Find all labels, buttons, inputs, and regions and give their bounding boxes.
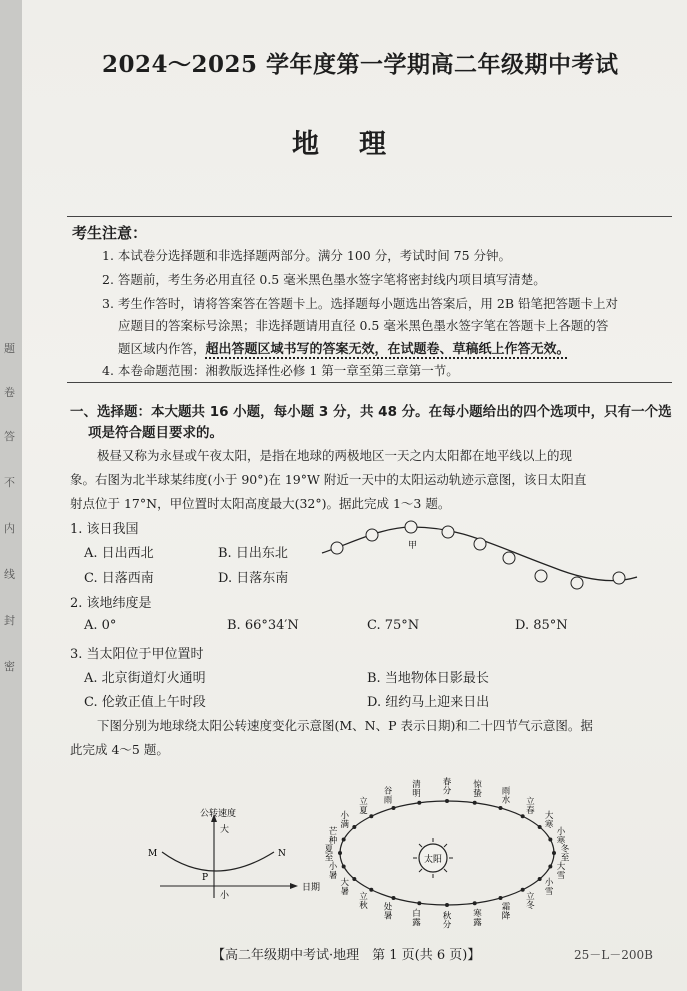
solar-term-dot <box>342 864 346 868</box>
solar-term-label: 小暑 <box>328 861 338 881</box>
option-a[interactable]: A. 北京街道灯火通明 <box>84 671 206 686</box>
solar-term-dot <box>552 851 556 855</box>
sun-position <box>535 570 547 582</box>
subject-title: 地理 <box>292 129 426 160</box>
solar-term-dot <box>417 801 421 805</box>
exam-title: 2024～2025 学年度第一学期高二年级期中考试 <box>102 51 619 78</box>
solar-term-label: 立秋 <box>359 891 368 911</box>
solar-term-dot <box>417 901 421 905</box>
x-axis-label: 日期 <box>302 883 321 893</box>
solar-term-label: 春分 <box>442 777 452 797</box>
notice-item: 3. 考生作答时，请将答案答在答题卡上。选择题每小题选出答案后，用 2B 铅笔把答题卡上对 <box>102 296 618 311</box>
notice-heading: 考生注意： <box>72 224 148 242</box>
solar-term-dot <box>521 814 525 818</box>
divider <box>67 216 672 217</box>
solar-term-label: 大雪 <box>556 861 566 881</box>
solar-term-label: 立春 <box>526 797 535 817</box>
high-label: 大 <box>220 825 230 835</box>
sun-label: 太阳 <box>424 855 443 865</box>
y-axis-label: 公转速度 <box>200 809 237 819</box>
solar-term-dot <box>352 877 356 881</box>
passage-line: 射点位于 17°N，甲位置时太阳高度最大(32°)。据此完成 1～3 题。 <box>70 496 451 511</box>
solar-term-label: 小寒 <box>556 827 566 847</box>
passage-line: 象。右图为北半球某纬度(小于 90°)在 19°W 附近一天中的太阳运动轨迹示意图，该日太阳直 <box>70 472 587 487</box>
solar-term-dot <box>473 801 477 805</box>
solar-term-label: 大寒 <box>544 811 554 830</box>
solar-term-label: 小满 <box>340 811 350 830</box>
solar-term-dot <box>352 825 356 829</box>
option-b[interactable]: B. 66°34′N <box>227 618 299 633</box>
solar-term-dot <box>392 806 396 810</box>
solar-term-markers <box>325 777 570 931</box>
solar-term-label: 寒露 <box>473 909 482 929</box>
solar-term-dot <box>499 896 503 900</box>
notice-item: 应题目的答案标号涂黑；非选择题请用直径 0.5 毫米黑色墨水签字笔在答题卡上各题的答 <box>118 318 609 333</box>
solar-term-dot <box>392 896 396 900</box>
question-stem: 1. 该日我国 <box>70 522 139 537</box>
passage-line: 此完成 4～5 题。 <box>70 742 169 757</box>
solar-term-label: 清明 <box>412 779 421 799</box>
notice-item: 1. 本试卷分选择题和非选择题两部分。满分 100 分，考试时间 75 分钟。 <box>102 248 512 263</box>
date-p-label: P <box>202 873 209 883</box>
option-d[interactable]: D. 日落东南 <box>218 571 289 586</box>
option-d[interactable]: D. 纽约马上迎来日出 <box>367 695 490 710</box>
solar-term-dot <box>338 851 342 855</box>
binding-mark: 内 <box>4 522 15 535</box>
option-b[interactable]: B. 日出东北 <box>218 546 288 561</box>
notice-item-prefix <box>118 338 570 357</box>
solar-term-label: 惊蛰 <box>473 779 482 799</box>
notice-item: 题区域内作答， <box>118 341 206 356</box>
sun-position <box>571 577 583 589</box>
binding-mark: 题 <box>4 342 15 355</box>
solar-term-label: 雨水 <box>501 786 511 806</box>
divider <box>67 382 672 383</box>
page-footer: 【高二年级期中考试·地理 第 1 页(共 6 页)】 <box>212 948 481 963</box>
solar-terms-diagram <box>310 758 580 936</box>
low-label: 小 <box>220 891 230 901</box>
orbital-speed-diagram <box>140 806 330 906</box>
position-label-jia: 甲 <box>408 541 418 551</box>
binding-mark: 封 <box>4 614 15 627</box>
binding-strip <box>0 0 23 991</box>
solar-term-dot <box>521 888 525 892</box>
passage-line: 下图分别为地球绕太阳公转速度变化示意图(M、N、P 表示日期)和二十四节气示意图。据 <box>97 718 593 733</box>
binding-mark: 卷 <box>4 386 15 399</box>
option-c[interactable]: C. 伦敦正值上午时段 <box>84 695 206 710</box>
solar-term-dot <box>548 864 552 868</box>
option-d[interactable]: D. 85°N <box>515 618 568 633</box>
option-c[interactable]: C. 日落西南 <box>84 571 154 586</box>
notice-emphasis: 超出答题区域书写的答案无效，在试题卷、草稿纸上作答无效。 <box>205 342 570 357</box>
solar-term-label: 夏至 <box>324 844 334 864</box>
option-a[interactable]: A. 日出西北 <box>84 546 154 561</box>
notice-item: 2. 答题前，考生务必用直径 0.5 毫米黑色墨水签字笔将密封线内项目填写清楚。 <box>102 272 546 287</box>
question-stem: 3. 当太阳位于甲位置时 <box>70 647 204 662</box>
sun-position <box>613 572 625 584</box>
option-b[interactable]: B. 当地物体日影最长 <box>367 671 489 686</box>
sun-position <box>503 552 515 564</box>
binding-mark: 答 <box>4 430 15 443</box>
date-n-label: N <box>278 849 286 859</box>
exam-code: 25－L－200B <box>574 948 653 962</box>
binding-mark: 线 <box>4 568 15 581</box>
sun-position <box>442 526 454 538</box>
solar-term-label: 处暑 <box>383 902 393 922</box>
sun-path-diagram <box>312 515 642 595</box>
exam-page <box>22 0 687 991</box>
sun-position <box>405 521 417 533</box>
sun-position <box>331 542 343 554</box>
solar-term-dot <box>445 799 449 803</box>
section-heading: 项是符合题目要求的。 <box>88 425 223 441</box>
question-stem: 2. 该地纬度是 <box>70 596 152 611</box>
solar-term-dot <box>342 838 346 842</box>
binding-mark: 密 <box>4 660 15 673</box>
passage-line: 极昼又称为永昼或午夜太阳，是指在地球的两极地区一天之内太阳都在地平线以上的现 <box>97 448 573 463</box>
notice-item: 4. 本卷命题范围：湘教版选择性必修 1 第一章至第三章第一节。 <box>102 363 459 378</box>
option-c[interactable]: C. 75°N <box>367 618 420 633</box>
section-heading: 一、选择题：本大题共 16 小题，每小题 3 分，共 48 分。在每小题给出的四个选项中，只有一个选 <box>70 404 672 420</box>
speed-curve <box>162 852 274 871</box>
solar-term-dot <box>369 888 373 892</box>
solar-term-dot <box>548 838 552 842</box>
x-axis-arrow <box>290 883 298 889</box>
solar-term-label: 芒种 <box>328 827 338 847</box>
solar-term-label: 大暑 <box>340 878 350 897</box>
solar-term-label: 小雪 <box>544 878 554 897</box>
solar-term-dot <box>499 806 503 810</box>
solar-term-label: 冬至 <box>560 844 570 864</box>
solar-term-dot <box>445 903 449 907</box>
date-m-label: M <box>148 849 158 859</box>
solar-term-dot <box>369 814 373 818</box>
binding-mark: 不 <box>4 476 15 489</box>
solar-term-dot <box>473 901 477 905</box>
solar-term-label: 立冬 <box>526 891 535 911</box>
solar-term-dot <box>538 877 542 881</box>
sun-position <box>366 529 378 541</box>
solar-term-label: 秋分 <box>442 911 452 931</box>
solar-term-dot <box>538 825 542 829</box>
solar-term-label: 白露 <box>412 909 421 929</box>
sun-position <box>474 538 486 550</box>
option-a[interactable]: A. 0° <box>84 618 117 633</box>
solar-term-label: 霜降 <box>501 902 511 922</box>
solar-term-label: 谷雨 <box>383 786 393 806</box>
solar-term-label: 立夏 <box>359 797 368 817</box>
